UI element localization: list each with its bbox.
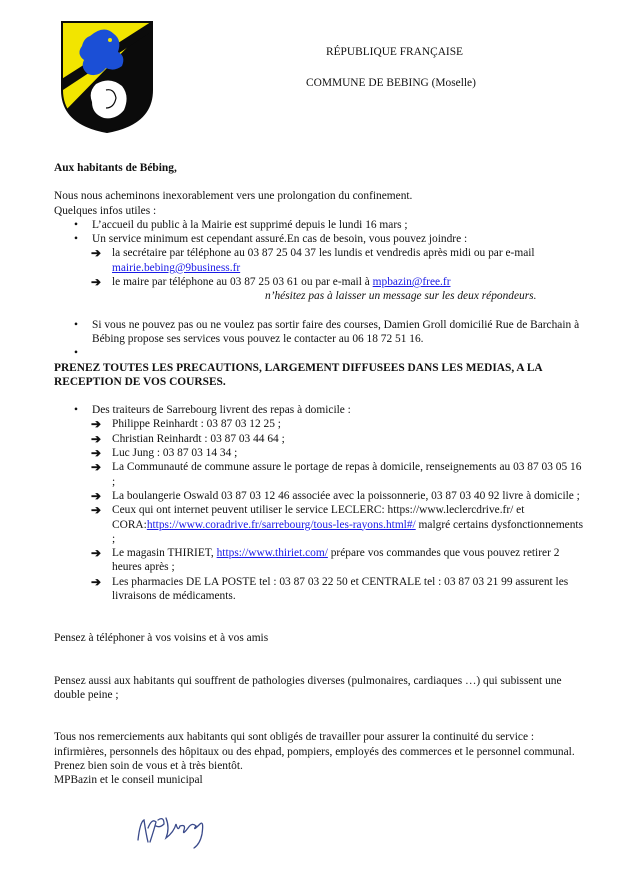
precautions-warning: PRENEZ TOUTES LES PRECAUTIONS, LARGEMENT DIFFUSEES DANS LES MEDIAS, A LA RECEPTION DE VOS COURSES. [54,361,543,388]
secretaire-text: la secrétaire par téléphone au 03 87 25 04 37 les lundis et vendredis après midi ou par e-mail [112,247,535,260]
greeting: Aux habitants de Bébing, [54,162,177,174]
handwritten-signature-icon [130,808,220,853]
thiriet-link[interactable]: https://www.thiriet.com/ [216,547,328,560]
arrow-right-icon: ➔ [91,417,102,432]
secretaire-email-link[interactable]: mairie.bebing@9business.fr [112,261,241,274]
arrow-item-pharmacies [54,575,584,604]
boulangerie-text: La boulangerie Oswald 03 87 03 12 46 associée avec la poissonnerie, 03 87 03 40 92 livre à domicile ; [112,489,580,502]
arrow-item-leclerc-cora [54,503,584,546]
arrow-item-maire [54,275,584,289]
arrow-right-icon: ➔ [91,546,102,561]
leclerc-text: Ceux qui ont internet peuvent utiliser le service LECLERC: https://www.leclercdrive.fr/ et CORA: [112,504,525,531]
maire-email-link[interactable]: mpbazin@free.fr [372,276,451,289]
arrow-item-traiteur [54,446,584,460]
arrow-right-icon: ➔ [91,275,102,290]
thiriet-text: Le magasin THIRIET, [112,547,217,560]
closing-pathologies: Pensez aussi aux habitants qui souffrent de pathologies diverses (pulmonaires, cardiaques …) qui subissent une double peine ; [54,674,562,701]
arrow-item-traiteur [54,417,584,431]
arrow-item-secretaire [54,246,584,275]
arrow-right-icon: ➔ [91,246,102,261]
arrow-item-boulangerie [54,489,584,503]
intro-line-1: Nous nous acheminons inexorablement vers une prolongation du confinement. [54,190,413,203]
pharmacies-text: Les pharmacies DE LA POSTE tel : 03 87 03 22 50 et CENTRALE tel : 03 87 03 21 99 assurent les livraisons de médicaments. [112,575,569,603]
bullet-service: • Un service minimum est cependant assuré.En cas de besoin, vous pouvez joindre : [54,232,584,246]
closing-voisins: Pensez à téléphoner à vos voisins et à vos amis [54,632,269,645]
message-note: n’hésitez pas à laisser un message sur les deux répondeurs. [265,290,537,303]
communaute-text: La Communauté de commune assure le portage de repas à domicile, renseignements au 03 87 03 05 16 ; [112,461,582,488]
traiteur-text: Philippe Reinhardt : 03 87 03 12 25 ; [112,418,281,431]
arrow-right-icon: ➔ [91,574,102,589]
traiteur-text: Christian Reinhardt : 03 87 03 44 64 ; [112,432,285,445]
intro-line-2: Quelques infos utiles : [54,204,157,217]
closing-soin: Prenez bien soin de vous et à très bientôt. [54,759,243,772]
bullet-empty [54,346,584,360]
arrow-right-icon: ➔ [91,446,102,461]
leclerc-text-end: malgré certains dysfonctionnements ; [112,518,584,545]
arrow-right-icon: ➔ [91,488,102,503]
arrow-right-icon: ➔ [91,431,102,446]
arrow-right-icon: ➔ [91,503,102,518]
letter-body [54,161,584,787]
closing-remerciements: Tous nos remerciements aux habitants qui sont obligés de travailler pour assurer la continuité du service : infirmières, personnels des hôpitaux ou des ehpad, pompiers, employés des commerces et le personnel communal. [54,731,575,758]
arrow-right-icon: ➔ [91,460,102,475]
bullet-accueil: • L’accueil du public à la Mairie est supprimé depuis le lundi 16 mars ; [54,218,584,232]
arrow-item-traiteur [54,432,584,446]
maire-text: le maire par téléphone au 03 87 25 03 61 ou par e-mail à [112,276,370,289]
thiriet-text-end: prépare vos commandes que vous pouvez retirer 2 heures après ; [112,547,560,574]
traiteur-text: Luc Jung : 03 87 03 14 34 ; [112,447,238,460]
bullet-traiteurs: • Des traiteurs de Sarrebourg livrent des repas à domicile : [54,403,584,417]
arrow-item-thiriet [54,546,584,575]
cora-link[interactable]: https://www.coradrive.fr/sarrebourg/tous-les-rayons.html#/ [146,518,416,531]
arrow-item-communaute [54,460,584,489]
coat-of-arms-lion-icon [60,20,154,134]
header-republique: RÉPUBLIQUE FRANÇAISE [326,46,464,58]
header-commune: COMMUNE DE BEBING (Moselle) [306,77,476,89]
signature-line: MPBazin et le conseil municipal [54,774,203,787]
bullet-courses: • Si vous ne pouvez pas ou ne voulez pas sortir faire des courses, Damien Groll domicilié Rue de Barchain à Bébing propose ses services vous pouvez le contacter au 06 18 72 51 16. [54,318,584,347]
